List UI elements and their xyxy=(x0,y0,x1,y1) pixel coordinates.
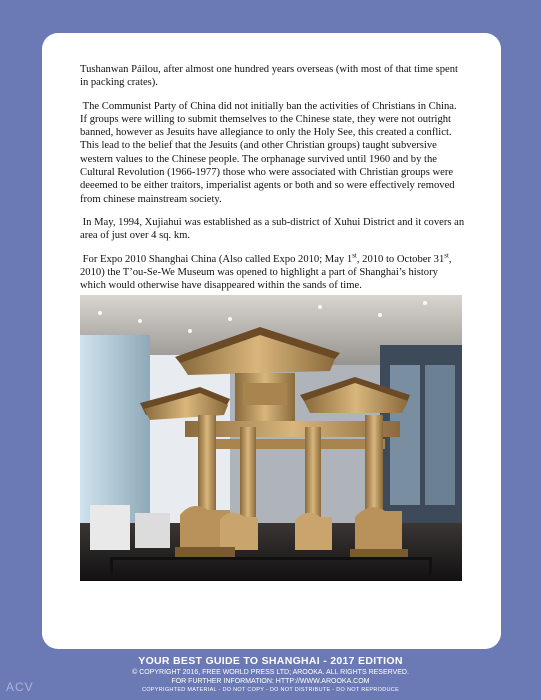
superscript-st-2: st xyxy=(444,251,449,260)
pailou-illustration xyxy=(80,295,462,581)
footer-info: FOR FURTHER INFORMATION: HTTP://WWW.AROOKA.COM xyxy=(171,678,370,685)
footer-notice: COPYRIGHTED MATERIAL - DO NOT COPY - DO NOT DISTRIBUTE - DO NOT REPRODUCE xyxy=(141,687,400,693)
footer xyxy=(0,655,541,694)
footer-title: YOUR BEST GUIDE TO SHANGHAI - 2017 EDITION xyxy=(138,655,403,667)
paragraph-3-text: In May, 1994, Xujiahui was established as a sub-district of Xuhui District and it covers an area of just over 4 sq. km. xyxy=(80,216,465,242)
watermark: ACV xyxy=(6,680,34,694)
page-card xyxy=(42,33,501,649)
paragraph-2-text: The Communist Party of China did not initially ban the activities of Christians in China. If groups were willing to submit themselves to the Chinese state, they were not outright banned, however as Jesuits have allegiance to only the Holy See, this created a conflict. This lead to the belief that the Jesuits (and other Christian groups) taught subversive western values to the Chinese people. The orphanage survived until 1960 and by the Cultural Revolution (1966-1977) those who were associated with Christian groups were deeemed to be either traitors, imperialist agents or both and so were effectively removed from chinese mainstream society. xyxy=(80,100,457,205)
paragraph-4 xyxy=(80,253,465,293)
superscript-st-1: st xyxy=(352,251,357,260)
footer-copyright: © COPYRIGHT 2016, FREE WORLD PRESS LTD; AROOKA. ALL RIGHTS RESERVED. xyxy=(132,669,409,676)
paragraph-4-text-b: , 2010 to October 31 xyxy=(356,253,445,265)
article-body xyxy=(80,63,465,302)
paragraph-1: Tushanwan Páilou, after almost one hundred years overseas (with most of that time spent in packing crates). xyxy=(80,64,458,89)
paragraph-2 xyxy=(80,100,465,206)
paragraph-3 xyxy=(80,216,465,243)
paragraph-4-text-a: For Expo 2010 Shanghai China (Also called Expo 2010; May 1 xyxy=(82,253,353,265)
paragraph-4-text-c: , 2010) the T’ou-Se-We Museum was opened to highlight a part of Shanghai’s history which would otherwise have disappeared within the sands of time. xyxy=(80,253,452,292)
pailou-photo xyxy=(80,295,462,581)
